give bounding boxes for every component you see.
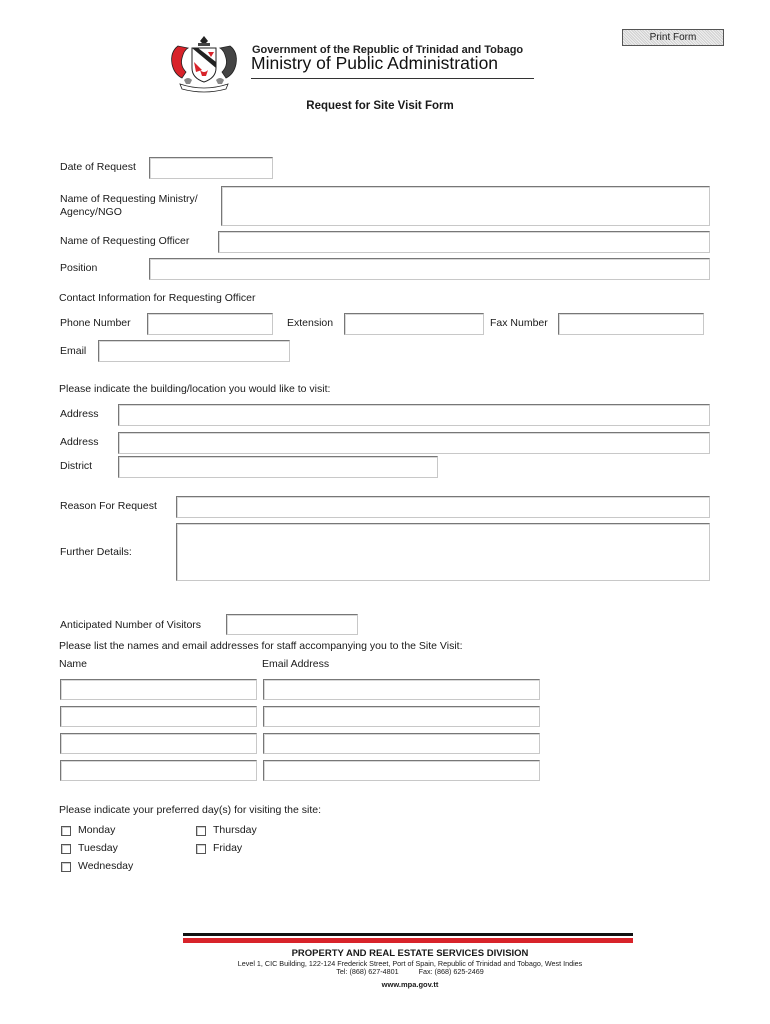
requesting-officer-field[interactable] [218, 231, 710, 253]
further-details-field[interactable] [176, 523, 710, 581]
visitor-list-heading: Please list the names and email addresses for staff accompanying you to the Site Visit: [59, 640, 463, 652]
email-label: Email [60, 345, 87, 357]
phone-number-field[interactable] [147, 313, 273, 335]
visitor-name-field-1[interactable] [60, 679, 257, 700]
footer-black-rule [183, 933, 633, 936]
position-label: Position [60, 262, 98, 274]
footer-division: PROPERTY AND REAL ESTATE SERVICES DIVISION [291, 948, 529, 959]
friday-label: Friday [213, 842, 243, 854]
tuesday-label: Tuesday [78, 842, 118, 854]
date-of-request-label: Date of Request [60, 161, 136, 173]
visitor-name-field-4[interactable] [60, 760, 257, 781]
fax-number-field[interactable] [558, 313, 704, 335]
position-field[interactable] [149, 258, 710, 280]
print-form-button[interactable]: Print Form [622, 29, 724, 46]
phone-number-label: Phone Number [60, 317, 131, 329]
ministry-heading: Ministry of Public Administration [251, 53, 499, 73]
footer-phone-fax: Tel: (868) 627-4801 Fax: (868) 625-2469 [336, 967, 484, 976]
district-label: District [60, 460, 93, 472]
tuesday-checkbox[interactable] [61, 844, 71, 854]
requesting-ministry-label-line1: Name of Requesting Ministry/ [60, 193, 198, 205]
date-of-request-field[interactable] [149, 157, 273, 179]
requesting-officer-label: Name of Requesting Officer [60, 235, 190, 247]
visitor-count-label: Anticipated Number of Visitors [60, 619, 202, 631]
wednesday-checkbox[interactable] [61, 862, 71, 872]
further-details-label: Further Details: [60, 546, 132, 558]
name-column-header: Name [59, 658, 88, 670]
location-heading: Please indicate the building/location you would like to visit: [59, 383, 331, 395]
fax-number-label: Fax Number [490, 317, 548, 329]
footer-red-rule [183, 938, 633, 943]
extension-field[interactable] [344, 313, 484, 335]
visitor-name-field-2[interactable] [60, 706, 257, 727]
reason-label: Reason For Request [60, 500, 157, 512]
visitor-email-field-3[interactable] [263, 733, 540, 754]
visitor-count-field[interactable] [226, 614, 358, 635]
visitor-email-field-1[interactable] [263, 679, 540, 700]
contact-info-heading: Contact Information for Requesting Officer [59, 292, 256, 304]
friday-checkbox[interactable] [196, 844, 206, 854]
district-field[interactable] [118, 456, 438, 478]
requesting-ministry-field[interactable] [221, 186, 710, 226]
footer-website[interactable]: www.mpa.gov.tt [381, 980, 439, 989]
visitor-email-field-2[interactable] [263, 706, 540, 727]
monday-checkbox[interactable] [61, 826, 71, 836]
monday-label: Monday [78, 824, 116, 836]
government-heading: Government of the Republic of Trinidad and Tobago [252, 44, 524, 56]
email-column-header: Email Address [262, 658, 330, 670]
form-title: Request for Site Visit Form [306, 100, 454, 112]
thursday-checkbox[interactable] [196, 826, 206, 836]
reason-field[interactable] [176, 496, 710, 518]
requesting-ministry-label-line2: Agency/NGO [60, 206, 122, 218]
wednesday-label: Wednesday [78, 860, 134, 872]
thursday-label: Thursday [213, 824, 257, 836]
address1-label: Address [60, 408, 99, 420]
footer-address: Level 1, CIC Building, 122-124 Frederick Street, Port of Spain, Republic of Trinidad and Tobago, West Indies [237, 959, 583, 968]
header-rule [251, 78, 534, 79]
coat-of-arms-icon [164, 32, 244, 94]
email-field[interactable] [98, 340, 290, 362]
address2-label: Address [60, 436, 99, 448]
visitor-name-field-3[interactable] [60, 733, 257, 754]
extension-label: Extension [287, 317, 334, 329]
visitor-email-field-4[interactable] [263, 760, 540, 781]
preferred-days-heading: Please indicate your preferred day(s) for visiting the site: [59, 804, 322, 816]
address2-field[interactable] [118, 432, 710, 454]
address1-field[interactable] [118, 404, 710, 426]
